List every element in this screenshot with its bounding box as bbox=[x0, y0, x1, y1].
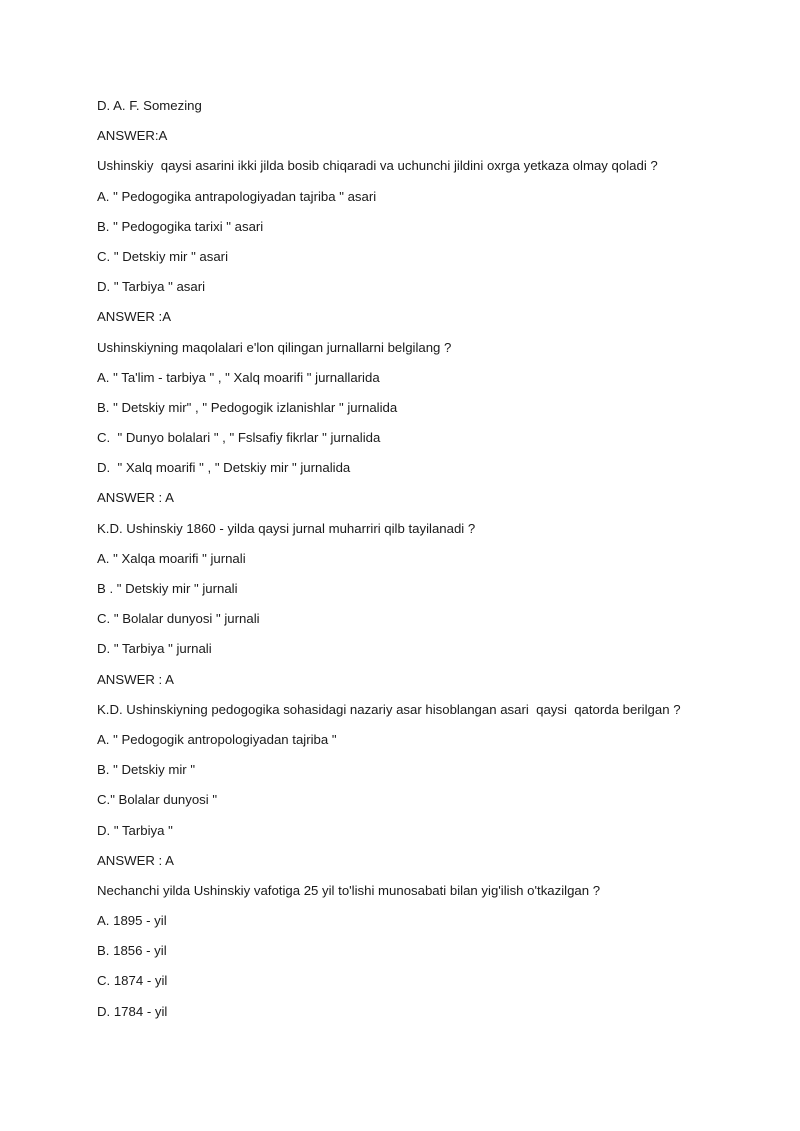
answer-line: ANSWER:A bbox=[97, 128, 168, 144]
answer-line: ANSWER :A bbox=[97, 309, 172, 325]
answer-line: ANSWER : A bbox=[97, 490, 174, 506]
answer-line: ANSWER : A bbox=[97, 671, 174, 687]
option-line: D. " Tarbiya " jurnali bbox=[97, 641, 212, 657]
question-line: K.D. Ushinskiyning pedogogika sohasidagi nazariy asar hisoblangan asari qaysi qatorda berilgan ? bbox=[97, 701, 681, 717]
question-line: Ushinskiy qaysi asarini ikki jilda bosib chiqaradi va uchunchi jildini oxrga yetkaza olmay qoladi ? bbox=[97, 158, 658, 174]
option-line: C. " Detskiy mir " asari bbox=[97, 248, 228, 264]
option-line: A. " Ta'lim - tarbiya " , " Xalq moarifi " jurnallarida bbox=[97, 369, 380, 385]
option-line: B. " Pedogogika tarixi " asari bbox=[97, 218, 264, 234]
option-line: B. " Detskiy mir" , " Pedogogik izlanishlar " jurnalida bbox=[97, 399, 398, 415]
option-line: A. " Xalqa moarifi " jurnali bbox=[97, 550, 246, 566]
document-body bbox=[97, 97, 777, 1033]
option-line: A. " Pedogogika antrapologiyadan tajriba " asari bbox=[97, 188, 377, 204]
option-line: D. 1784 - yil bbox=[97, 1003, 168, 1019]
option-line: C." Bolalar dunyosi " bbox=[97, 792, 218, 808]
option-line: C. 1874 - yil bbox=[97, 973, 168, 989]
option-line: A. 1895 - yil bbox=[97, 913, 167, 929]
option-line: D. " Xalq moarifi " , " Detskiy mir " jurnalida bbox=[97, 460, 351, 476]
option-line: A. " Pedogogik antropologiyadan tajriba " bbox=[97, 731, 337, 747]
option-line: B. " Detskiy mir " bbox=[97, 762, 196, 778]
option-line: B . " Detskiy mir " jurnali bbox=[97, 581, 238, 596]
option-line: B. 1856 - yil bbox=[97, 943, 167, 959]
option-line: D. A. F. Somezing bbox=[97, 98, 202, 113]
question-line: K.D. Ushinskiy 1860 - yilda qaysi jurnal muharriri qilb tayilanadi ? bbox=[97, 520, 476, 536]
option-line: D. " Tarbiya " bbox=[97, 822, 173, 838]
option-line: D. " Tarbiya " asari bbox=[97, 279, 206, 295]
question-line: Ushinskiyning maqolalari e'lon qilingan jurnallarni belgilang ? bbox=[97, 339, 452, 355]
option-line: C. " Bolalar dunyosi " jurnali bbox=[97, 611, 260, 627]
option-line: C. " Dunyo bolalari " , " Fslsafiy fikrlar " jurnalida bbox=[97, 430, 381, 446]
answer-line: ANSWER : A bbox=[97, 852, 174, 868]
question-line: Nechanchi yilda Ushinskiy vafotiga 25 yil to'lishi munosabati bilan yig'ilish o'tkazilgan ? bbox=[97, 882, 601, 898]
